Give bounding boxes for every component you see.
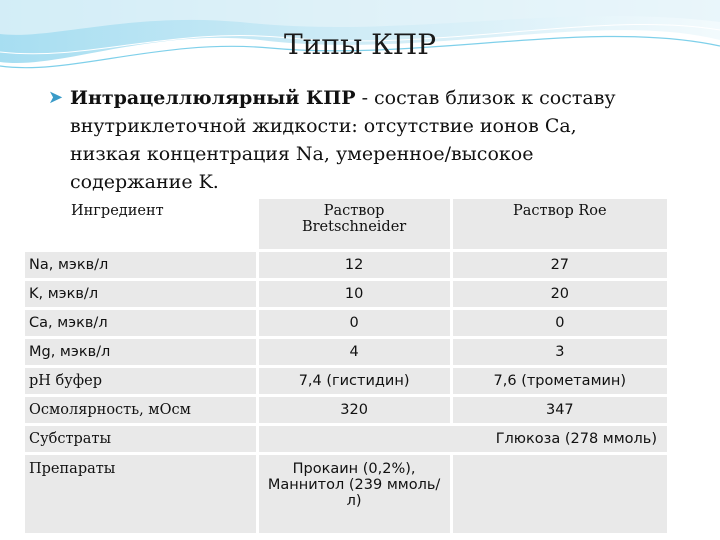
row-roe-value: 347 xyxy=(453,397,667,423)
row-label: Mg, мэкв/л xyxy=(25,339,256,365)
bullet-bold-term: Интрацеллюлярный КПР xyxy=(70,87,356,109)
row-label: Препараты xyxy=(25,455,256,533)
header-bretschneider xyxy=(259,199,450,249)
table-row xyxy=(25,252,667,278)
row-label: Na, мэкв/л xyxy=(25,252,256,278)
drugs-line1: Прокаин (0,2%), xyxy=(292,461,416,477)
row-roe-value: 0 xyxy=(453,310,667,336)
arrow-bullet-icon: ➤ xyxy=(48,87,64,108)
table-row xyxy=(25,368,667,394)
drugs-line2: Маннитол (239 ммоль/л) xyxy=(267,477,441,509)
row-label: Субстраты xyxy=(25,426,256,452)
row-label: Ca, мэкв/л xyxy=(25,310,256,336)
table-row-substrates xyxy=(25,426,667,452)
table-row-drugs xyxy=(25,455,667,533)
slide-title: Типы КПР xyxy=(283,28,437,61)
row-bretschneider-value: 7,4 (гистидин) xyxy=(259,368,450,394)
row-bretschneider-value: 10 xyxy=(259,281,450,307)
bullet-line-4: содержание K. xyxy=(70,171,219,193)
row-label: pH буфер xyxy=(25,368,256,394)
row-roe-value: 3 xyxy=(453,339,667,365)
row-roe-value: 20 xyxy=(453,281,667,307)
table-row xyxy=(25,281,667,307)
solutions-comparison-table xyxy=(22,196,670,536)
row-bretschneider-value: 12 xyxy=(259,252,450,278)
table-row xyxy=(25,310,667,336)
row-roe-value: 27 xyxy=(453,252,667,278)
row-roe-value: 7,6 (трометамин) xyxy=(453,368,667,394)
header-roe: Раствор Roe xyxy=(453,199,667,249)
bullet-line-3: низкая концентрация Na, умеренное/высокое xyxy=(70,143,534,165)
bullet-line-1-rest: - состав близок к составу xyxy=(355,87,616,109)
drugs-roe-value-empty xyxy=(453,455,667,533)
table-header-row xyxy=(25,199,667,249)
row-bretschneider-value: 4 xyxy=(259,339,450,365)
row-bretschneider-value: 320 xyxy=(259,397,450,423)
bullet-line-2: внутриклеточной жидкости: отсутствие ионов Ca, xyxy=(70,115,577,137)
row-bretschneider-value: 0 xyxy=(259,310,450,336)
drugs-bretschneider-value xyxy=(259,455,450,533)
row-label: K, мэкв/л xyxy=(25,281,256,307)
table-row xyxy=(25,397,667,423)
bullet-text xyxy=(70,84,698,196)
header-bretschneider-line2: Bretschneider xyxy=(301,219,407,235)
table-row xyxy=(25,339,667,365)
header-bretschneider-line1: Раствор xyxy=(323,203,385,219)
header-ingredient: Ингредиент xyxy=(71,203,164,219)
row-label: Осмолярность, мОсм xyxy=(25,397,256,423)
bullet-paragraph xyxy=(48,84,698,196)
substrates-value: Глюкоза (278 ммоль) xyxy=(259,426,667,452)
